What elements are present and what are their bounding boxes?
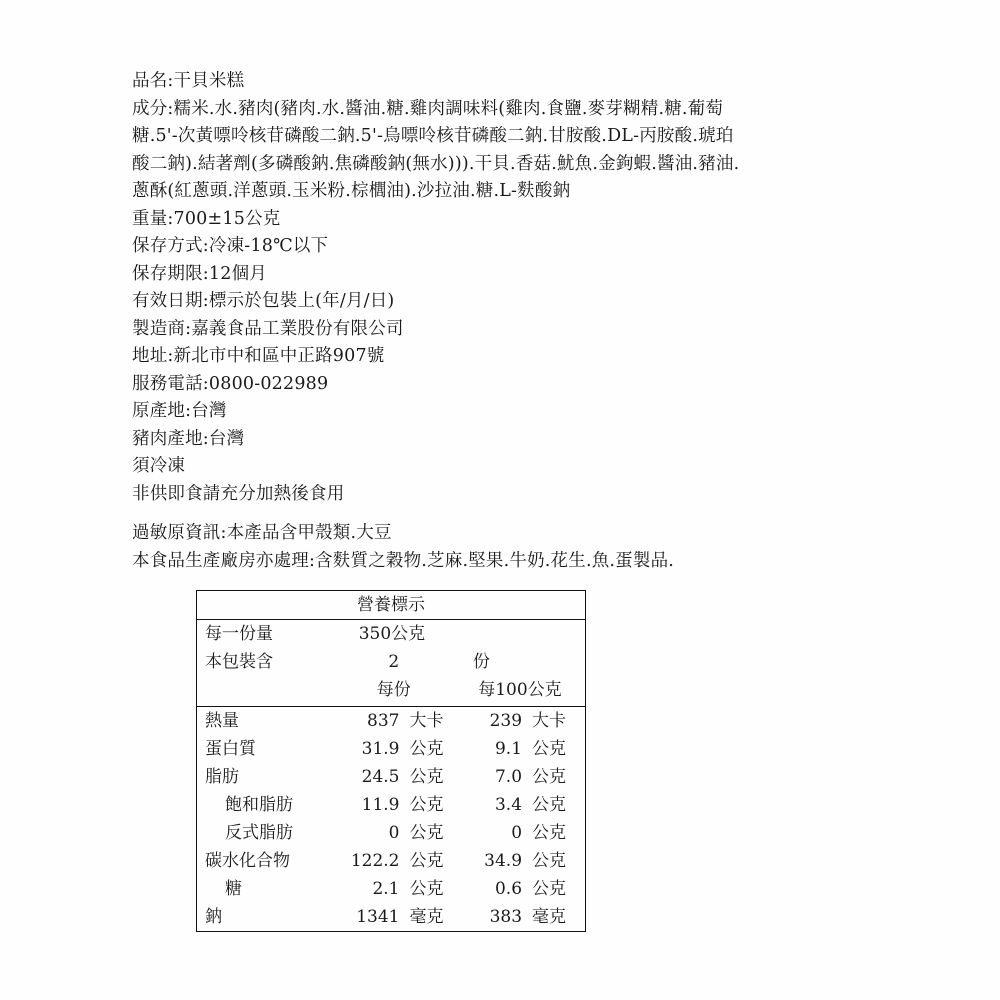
row-per-100g: 383 bbox=[489, 907, 523, 927]
servings-value: 2 bbox=[388, 652, 400, 672]
row-per-100g: 3.4 bbox=[494, 795, 523, 815]
row-label: 蛋白質 bbox=[205, 739, 256, 759]
table-row bbox=[197, 819, 586, 847]
table-row bbox=[197, 903, 586, 932]
table-row bbox=[197, 735, 586, 763]
row-unit: 大卡 bbox=[409, 711, 444, 731]
table-row bbox=[197, 707, 586, 736]
row-per-serving: 837 bbox=[367, 711, 400, 731]
service-phone-line: 服務電話:0800-022989 bbox=[132, 373, 329, 394]
row-per-100g: 9.1 bbox=[494, 739, 523, 759]
row-unit: 毫克 bbox=[409, 907, 444, 927]
row-label: 熱量 bbox=[205, 711, 239, 731]
ingredients-line-4: 蔥酥(紅蔥頭.洋蔥頭.玉米粉.棕櫚油).沙拉油.糖.L-麩酸鈉 bbox=[132, 181, 571, 201]
row-unit-2: 公克 bbox=[532, 879, 567, 899]
origin-line: 原產地:台灣 bbox=[132, 401, 227, 421]
table-row bbox=[197, 847, 586, 875]
row-label: 反式脂肪 bbox=[225, 823, 293, 843]
table-row bbox=[197, 875, 586, 903]
servings-per-pack-row bbox=[197, 648, 586, 676]
row-unit-2: 公克 bbox=[532, 767, 567, 787]
serving-size-row bbox=[197, 620, 586, 649]
row-unit-2: 公克 bbox=[532, 851, 567, 871]
row-unit: 公克 bbox=[409, 851, 444, 871]
product-name-line: 品名:干貝米糕 bbox=[132, 71, 245, 91]
ingredients-line-2: 糖.5'-次黃嘌呤核苷磷酸二鈉.5'-烏嘌呤核苷磷酸二鈉.甘胺酸.DL-丙胺酸.琥珀 bbox=[132, 126, 734, 146]
product-info-block bbox=[132, 68, 872, 508]
nutrition-title-row bbox=[197, 591, 586, 620]
row-per-serving: 1341 bbox=[356, 907, 400, 927]
ingredients-line-3: 酸二鈉).結著劑(多磷酸鈉.焦磷酸鈉(無水))).干貝.香菇.魷魚.金鉤蝦.醬油.豬油. bbox=[132, 153, 740, 174]
header-per-100g: 每100公克 bbox=[478, 680, 562, 700]
row-per-serving: 24.5 bbox=[361, 767, 400, 787]
row-per-100g: 34.9 bbox=[484, 851, 523, 871]
table-row bbox=[197, 763, 586, 791]
serving-size-value: 350公克 bbox=[358, 624, 426, 644]
row-per-serving: 2.1 bbox=[372, 879, 400, 899]
row-label: 飽和脂肪 bbox=[225, 795, 293, 815]
row-unit: 公克 bbox=[409, 879, 444, 899]
row-label: 鈉 bbox=[205, 907, 222, 927]
row-unit-2: 毫克 bbox=[532, 907, 567, 927]
row-per-100g: 0 bbox=[511, 823, 523, 843]
row-unit: 公克 bbox=[409, 739, 444, 759]
servings-label: 本包裝含 bbox=[205, 652, 273, 672]
allergen-line-2: 本食品生產廠房亦處理:含麩質之穀物.芝麻.堅果.牛奶.花生.魚.蛋製品. bbox=[132, 550, 675, 571]
row-label: 碳水化合物 bbox=[205, 851, 290, 871]
nutrition-table bbox=[196, 590, 586, 932]
nutrition-facts-panel bbox=[196, 590, 586, 932]
allergen-block bbox=[132, 520, 892, 575]
nutrition-title: 營養標示 bbox=[197, 591, 586, 620]
row-per-serving: 122.2 bbox=[350, 851, 400, 871]
header-per-serving: 每份 bbox=[376, 680, 411, 700]
row-unit: 公克 bbox=[409, 795, 444, 815]
row-label: 糖 bbox=[225, 879, 242, 899]
row-unit-2: 公克 bbox=[532, 739, 567, 759]
address-line: 地址:新北市中和區中正路907號 bbox=[132, 346, 385, 366]
serving-size-label: 每一份量 bbox=[205, 624, 273, 644]
row-per-serving: 31.9 bbox=[361, 739, 400, 759]
row-unit: 公克 bbox=[409, 823, 444, 843]
header-spacer bbox=[197, 676, 333, 704]
row-unit: 公克 bbox=[409, 767, 444, 787]
nutrition-column-header-row bbox=[197, 676, 586, 704]
keep-frozen-line: 須冷凍 bbox=[132, 456, 186, 476]
row-per-serving: 11.9 bbox=[361, 795, 400, 815]
ingredients-line-1: 成分:糯米.水.豬肉(豬肉.水.醬油.糖.雞肉調味料(雞肉.食鹽.麥芽糊精.糖.葡萄 bbox=[132, 98, 724, 119]
pork-origin-line: 豬肉產地:台灣 bbox=[132, 428, 245, 449]
heating-instruction-line: 非供即食請充分加熱後食用 bbox=[132, 483, 345, 504]
storage-method-line: 保存方式:冷凍-18℃以下 bbox=[132, 236, 329, 256]
manufacturer-line: 製造商:嘉義食品工業股份有限公司 bbox=[132, 318, 404, 339]
allergen-line-1: 過敏原資訊:本產品含甲殼類.大豆 bbox=[132, 523, 392, 543]
row-per-serving: 0 bbox=[388, 823, 400, 843]
net-weight-line: 重量:700±15公克 bbox=[132, 208, 281, 229]
row-per-100g: 7.0 bbox=[494, 767, 523, 787]
row-unit-2: 大卡 bbox=[532, 711, 567, 731]
row-unit-2: 公克 bbox=[532, 823, 567, 843]
row-unit-2: 公克 bbox=[532, 795, 567, 815]
expiry-date-line: 有效日期:標示於包裝上(年/月/日) bbox=[132, 291, 395, 311]
table-row bbox=[197, 791, 586, 819]
shelf-life-line: 保存期限:12個月 bbox=[132, 263, 267, 284]
row-per-100g: 239 bbox=[489, 711, 523, 731]
row-per-100g: 0.6 bbox=[494, 879, 523, 899]
servings-unit: 份 bbox=[472, 652, 490, 672]
row-label: 脂肪 bbox=[205, 767, 239, 787]
